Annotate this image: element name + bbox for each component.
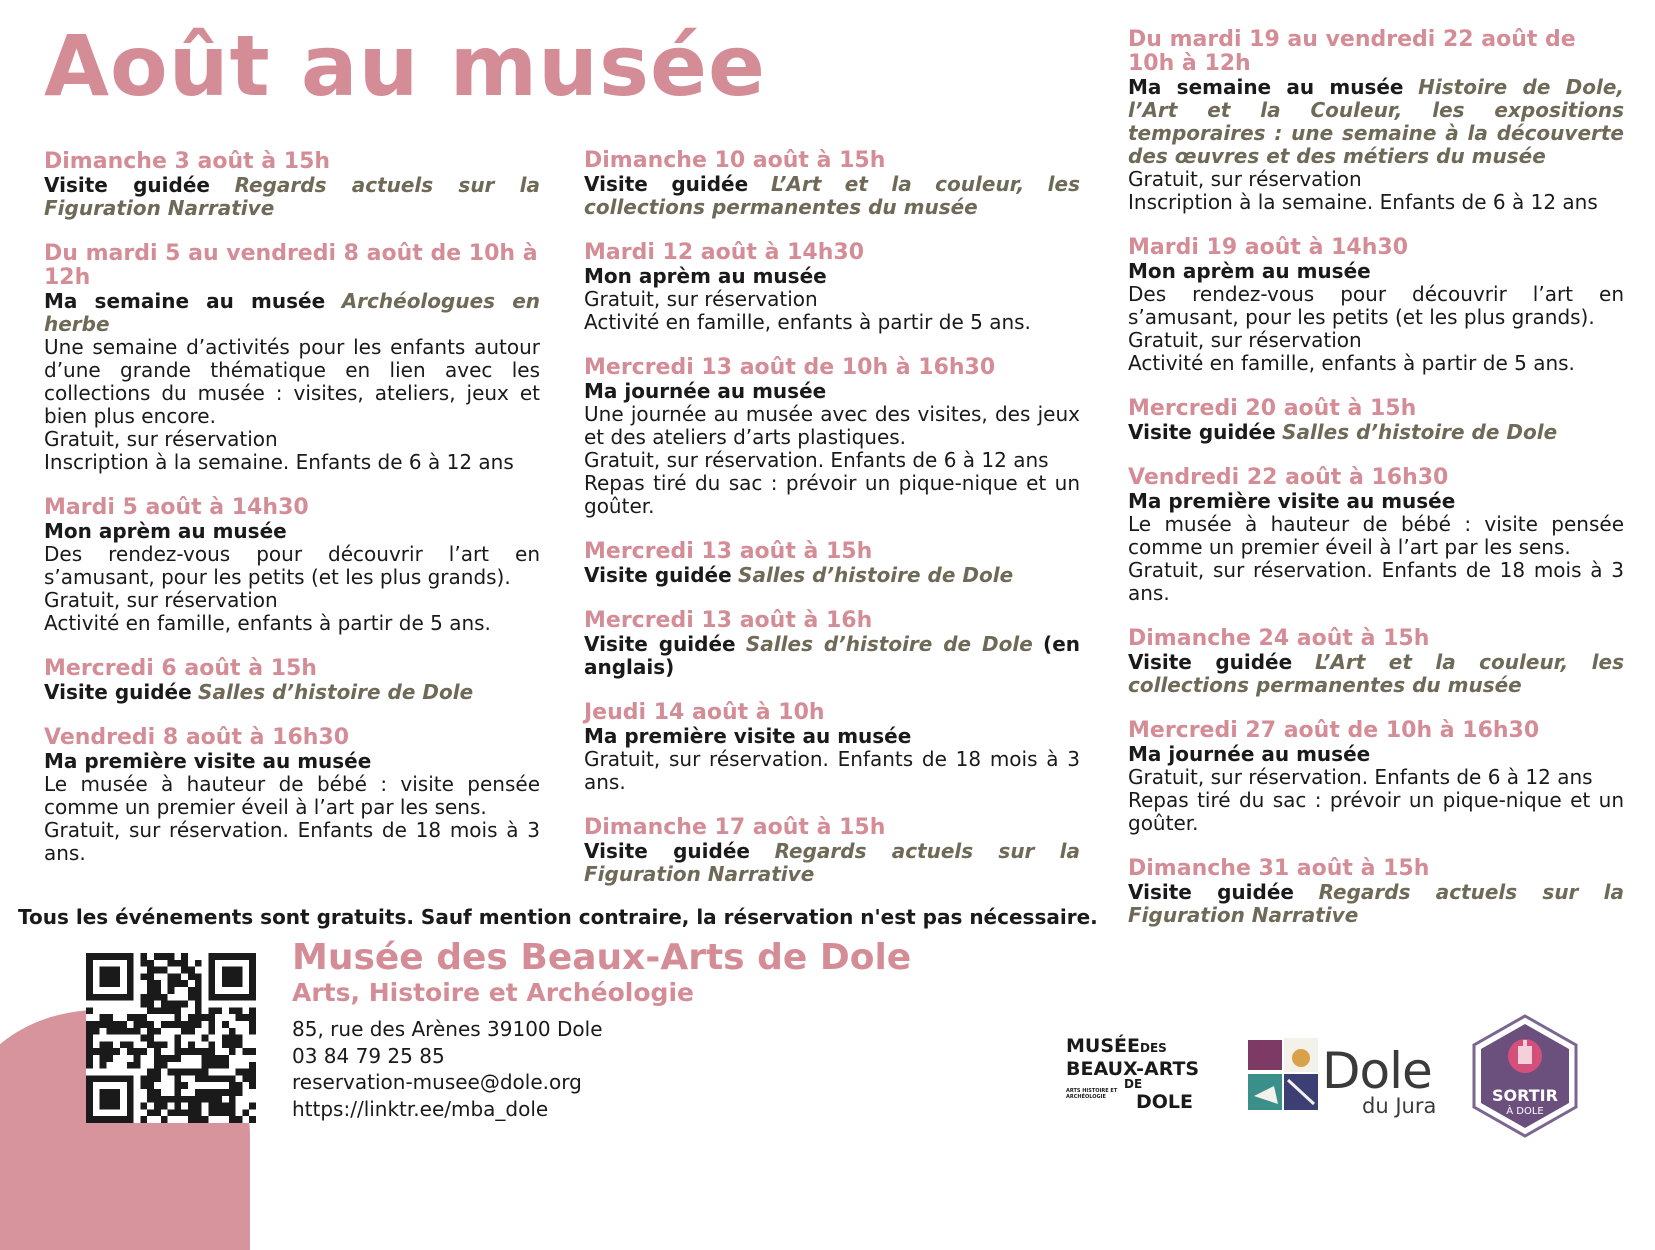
sortir-word: SORTIR — [1492, 1086, 1558, 1105]
event-kind: Ma première visite au musée — [1128, 489, 1456, 513]
event-work-title: Salles d’histoire de Dole — [745, 632, 1033, 656]
event-description: Activité en famille, enfants à partir de 5 ans. — [1128, 351, 1575, 375]
event-date: Dimanche 3 août à 15h — [44, 149, 331, 174]
event-activity — [1128, 490, 1624, 513]
event-date: Vendredi 8 août à 16h30 — [44, 725, 350, 750]
logo-beaux-arts-word: BEAUX-ARTS — [1066, 1058, 1200, 1080]
museum-phone: 03 84 79 25 85 — [292, 1043, 445, 1068]
event-work-title: Salles d’histoire de Dole — [738, 563, 1014, 587]
event-activity — [1128, 260, 1624, 283]
event-work-title: Salles d’histoire de Dole — [198, 680, 474, 704]
event-description: Repas tiré du sac : prévoir un pique-nique et un goûter. — [584, 471, 1080, 518]
event-item — [1128, 627, 1624, 697]
event-activity — [584, 840, 1080, 886]
event-work-title: Regards actuels sur la Figuration Narrative — [584, 839, 1081, 886]
event-kind: Mon aprèm au musée — [44, 519, 287, 543]
event-activity — [584, 633, 1080, 679]
event-item — [44, 242, 540, 474]
event-work-title: L’Art et la couleur, les collections permanentes du musée — [584, 172, 1080, 219]
event-item — [1128, 28, 1624, 214]
event-activity — [584, 725, 1080, 748]
museum-address: 85, rue des Arènes 39100 Dole — [292, 1017, 603, 1041]
event-date: Jeudi 14 août à 10h — [584, 700, 825, 725]
event-description: Repas tiré du sac : prévoir un pique-nique et un goûter. — [1128, 788, 1624, 835]
event-work-title: Archéologues en herbe — [44, 289, 540, 336]
event-item — [584, 609, 1080, 679]
event-description: Gratuit, sur réservation. Enfants de 6 à 12 ans — [1128, 765, 1593, 789]
event-date: Mercredi 27 août de 10h à 16h30 — [1128, 718, 1540, 743]
event-description: Le musée à hauteur de bébé : visite pensée comme un premier éveil à l’art par les sens. — [44, 772, 540, 819]
event-activity — [1128, 651, 1624, 697]
event-item — [44, 496, 540, 635]
event-item — [584, 149, 1080, 219]
event-work-title: L’Art et la couleur, les collections permanentes du musée — [1128, 650, 1624, 697]
event-date: Mercredi 6 août à 15h — [44, 656, 317, 681]
dole-word: Dole — [1322, 1042, 1432, 1100]
event-activity — [44, 520, 540, 543]
event-description: Gratuit, sur réservation. Enfants de 6 à 12 ans — [584, 448, 1049, 472]
event-date: Dimanche 24 août à 15h — [1128, 626, 1430, 651]
event-kind: Ma semaine au musée — [44, 289, 326, 313]
event-description: Gratuit, sur réservation. Enfants de 18 mois à 3 ans. — [44, 818, 540, 865]
event-date: Mercredi 20 août à 15h — [1128, 396, 1417, 421]
event-description: Activité en famille, enfants à partir de 5 ans. — [44, 611, 491, 635]
sortir-sub: À DOLE — [1506, 1106, 1544, 1117]
logo-musee-beaux-arts — [1066, 1036, 1216, 1116]
event-description: Gratuit, sur réservation. Enfants de 18 mois à 3 ans. — [1128, 558, 1624, 605]
event-date: Du mardi 5 au vendredi 8 août de 10h à 12h — [44, 241, 538, 290]
logo-des-word: DES — [1139, 1041, 1167, 1055]
events-column-2 — [584, 149, 1080, 908]
museum-link[interactable]: https://linktr.ee/mba_dole — [292, 1096, 549, 1121]
event-activity — [44, 290, 540, 336]
logo-dole-du-jura — [1244, 1034, 1444, 1120]
event-item — [1128, 719, 1624, 835]
event-date: Vendredi 22 août à 16h30 — [1128, 465, 1449, 490]
event-date: Mercredi 13 août à 15h — [584, 539, 873, 564]
jura-word: du Jura — [1362, 1094, 1437, 1118]
event-date: Mardi 19 août à 14h30 — [1128, 235, 1409, 260]
event-date: Du mardi 19 au vendredi 22 août de 10h à 12h — [1128, 27, 1576, 76]
event-description: Gratuit, sur réservation — [44, 588, 278, 612]
qr-code[interactable] — [86, 953, 256, 1123]
event-date: Mercredi 13 août à 16h — [584, 608, 873, 633]
event-description: Gratuit, sur réservation — [44, 427, 278, 451]
event-item — [44, 726, 540, 865]
event-kind: Mon aprèm au musée — [584, 264, 827, 288]
footer-note: Tous les événements sont gratuits. Sauf mention contraire, la réservation n'est pas nécessaire. — [18, 905, 1098, 929]
event-kind: Visite guidée — [44, 680, 192, 704]
event-date: Mercredi 13 août de 10h à 16h30 — [584, 355, 996, 380]
logo-musee-word: MUSÉE — [1066, 1035, 1140, 1057]
museum-email[interactable]: reservation-musee@dole.org — [292, 1070, 582, 1094]
event-activity — [584, 564, 1080, 587]
event-date: Dimanche 10 août à 15h — [584, 148, 886, 173]
event-kind: Visite guidée — [1128, 650, 1293, 674]
dole-emblem-icon — [1244, 1034, 1322, 1114]
event-item — [1128, 466, 1624, 605]
logo-sortir-a-dole — [1470, 1014, 1580, 1138]
event-date: Dimanche 31 août à 15h — [1128, 856, 1430, 881]
event-item — [1128, 397, 1624, 444]
event-description: Gratuit, sur réservation — [584, 287, 818, 311]
event-kind: Ma semaine au musée — [1128, 75, 1404, 99]
logo-dole-word: DOLE — [1136, 1091, 1194, 1113]
event-kind: Visite guidée — [584, 839, 750, 863]
event-work-title: Salles d’histoire de Dole — [1282, 420, 1558, 444]
event-description: Gratuit, sur réservation. Enfants de 18 mois à 3 ans. — [584, 747, 1080, 794]
event-description: Gratuit, sur réservation — [1128, 328, 1362, 352]
logo-de-word: DE — [1124, 1077, 1143, 1091]
event-item — [1128, 236, 1624, 375]
event-kind: Visite guidée — [584, 172, 749, 196]
museum-subtitle: Arts, Histoire et Archéologie — [292, 978, 694, 1007]
event-activity — [1128, 421, 1624, 444]
event-kind: Visite guidée — [44, 173, 210, 197]
event-activity — [44, 174, 540, 220]
event-date: Mardi 5 août à 14h30 — [44, 495, 309, 520]
event-date: Mardi 12 août à 14h30 — [584, 240, 865, 265]
event-description: Le musée à hauteur de bébé : visite pensée comme un premier éveil à l’art par les sens. — [1128, 512, 1624, 559]
event-date: Dimanche 17 août à 15h — [584, 815, 886, 840]
event-kind: Ma journée au musée — [1128, 742, 1371, 766]
event-description: Une semaine d’activités pour les enfants autour d’une grande thématique en lien avec les collections du musée : visites, ateliers, jeux et bien plus encore. — [44, 335, 540, 428]
event-description: Gratuit, sur réservation — [1128, 167, 1362, 191]
event-item — [44, 657, 540, 704]
event-kind: Visite guidée — [584, 632, 736, 656]
event-activity — [584, 265, 1080, 288]
event-kind: Ma journée au musée — [584, 379, 827, 403]
event-work-title: Regards actuels sur la Figuration Narrative — [1128, 880, 1625, 927]
event-kind: Mon aprèm au musée — [1128, 259, 1371, 283]
event-description: Inscription à la semaine. Enfants de 6 à 12 ans — [44, 450, 514, 474]
event-description: Des rendez-vous pour découvrir l’art en s’amusant, pour les petits (et les plus grands). — [1128, 282, 1624, 329]
event-item — [584, 356, 1080, 518]
event-activity — [1128, 743, 1624, 766]
event-item — [1128, 857, 1624, 927]
event-description: Des rendez-vous pour découvrir l’art en s’amusant, pour les petits (et les plus grands). — [44, 542, 540, 589]
event-description: Inscription à la semaine. Enfants de 6 à 12 ans — [1128, 190, 1598, 214]
page-title: Août au musée — [44, 17, 766, 115]
event-activity — [1128, 76, 1624, 168]
contact-block — [292, 1016, 603, 1122]
event-item — [584, 701, 1080, 794]
event-work-title: Regards actuels sur la Figuration Narrative — [44, 173, 541, 220]
logo-musee-tiny: ARTS HISTOIRE ET ARCHÉOLOGIE — [1066, 1088, 1118, 1100]
event-activity — [44, 681, 540, 704]
events-column-1 — [44, 150, 540, 887]
event-kind: Ma première visite au musée — [44, 749, 372, 773]
event-kind: Visite guidée — [584, 563, 732, 587]
event-kind: Visite guidée — [1128, 880, 1294, 904]
sortir-hexagon-icon — [1470, 1014, 1580, 1138]
event-item — [44, 150, 540, 220]
museum-name: Musée des Beaux-Arts de Dole — [292, 937, 912, 978]
event-item — [584, 540, 1080, 587]
events-column-3 — [1128, 28, 1624, 949]
event-activity — [1128, 881, 1624, 927]
event-work-title: Histoire de Dole, l’Art et la Couleur, les expositions temporaires : une semaine à la découverte des œuvres et des métiers du musée — [1128, 75, 1624, 168]
event-kind: Visite guidée — [1128, 420, 1276, 444]
event-activity — [584, 173, 1080, 219]
event-item — [584, 816, 1080, 886]
event-item — [584, 241, 1080, 334]
event-activity — [44, 750, 540, 773]
event-description: Activité en famille, enfants à partir de 5 ans. — [584, 310, 1031, 334]
event-activity — [584, 380, 1080, 403]
event-kind: Ma première visite au musée — [584, 724, 912, 748]
event-description: Une journée au musée avec des visites, des jeux et des ateliers d’arts plastiques. — [584, 402, 1080, 449]
event-suffix: (en anglais) — [584, 632, 1080, 679]
